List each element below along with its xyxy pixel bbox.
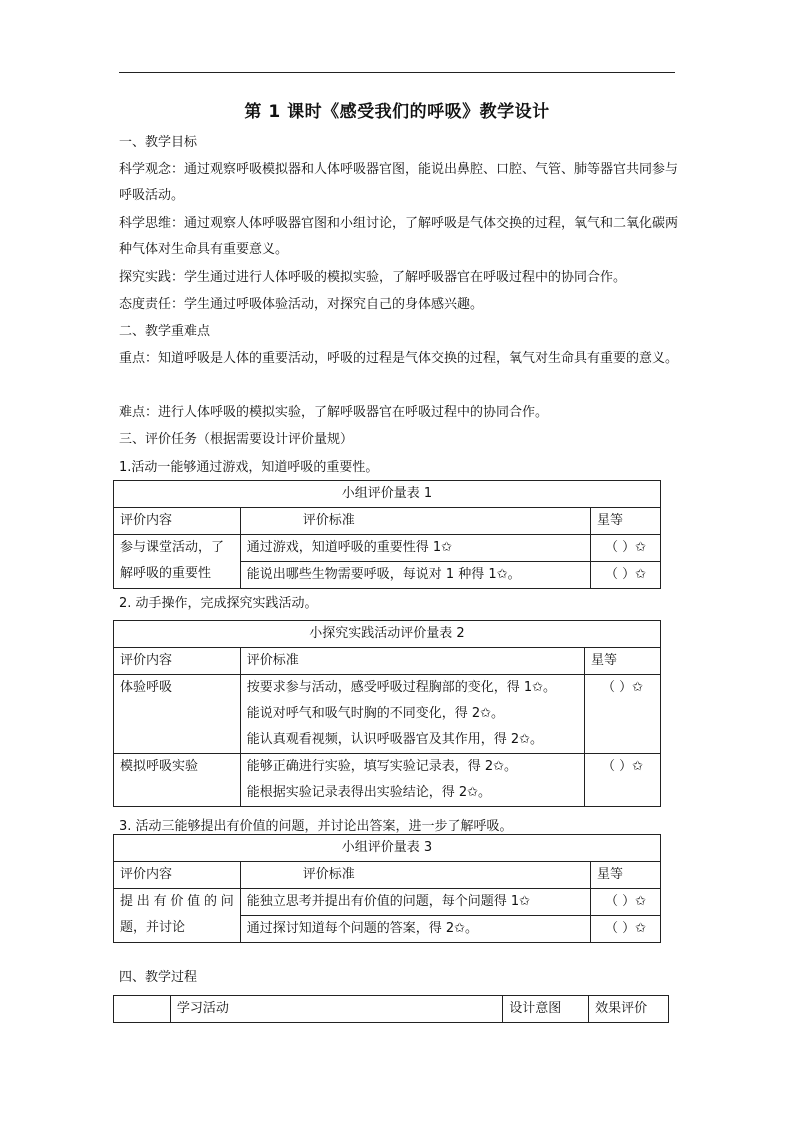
table2-caption: 小探究实践活动评价量表 2 [114,621,661,648]
table1-star-row1: （ ）✩ [591,535,661,562]
section4-heading: 四、教学过程 [119,970,198,985]
table2-group1-line2: 能说对呼气和吸气时胸的不同变化，得 2✩。 [246,706,505,721]
task1-text: 1.活动一能够通过游戏，知道呼吸的重要性。 [119,460,379,475]
table1-star-row2: （ ）✩ [591,562,661,589]
section1-heading: 一、教学目标 [119,135,198,150]
table2-header-content: 评价内容 [114,648,241,675]
key-point-text: 重点：知道呼吸是人体的重要活动，呼吸的过程是气体交换的过程，氧气对生命具有重要的意义。 [119,351,679,366]
process-header-activity: 学习活动 [170,996,502,1023]
section3-heading: 三、评价任务（根据需要设计评价量规） [119,432,354,447]
table3-header-grade: 星等 [591,862,661,889]
evaluation-table-1 [113,480,661,589]
page-title: 第 1 课时《感受我们的呼吸》教学设计 [244,102,550,122]
science-thinking-text: 科学思维：通过观察人体呼吸器官图和小组讨论，了解呼吸是气体交换的过程，氧气和二氧化碳两种气体对生命具有重要意义。 [119,216,679,257]
section2-heading: 二、教学重难点 [119,324,211,339]
table2-group2-star: （ ）✩ [585,754,661,807]
table1-header-grade: 星等 [591,508,661,535]
table1-header-content: 评价内容 [114,508,241,535]
evaluation-table-2 [113,620,661,807]
table2-group1-content: 体验呼吸 [114,675,241,754]
task2-text: 2. 动手操作，完成探究实践活动。 [119,596,318,611]
table1-standard-row1: 通过游戏，知道呼吸的重要性得 1✩ [240,535,590,562]
difficulty-text: 难点：进行人体呼吸的模拟实验，了解呼吸器官在呼吸过程中的协同合作。 [119,405,549,420]
table3-caption: 小组评价量表 3 [114,835,661,862]
table2-group2-line2: 能根据实验记录表得出实验结论，得 2✩。 [246,785,492,800]
process-header-effect: 效果评价 [589,996,669,1023]
table2-header-standard: 评价标准 [240,648,584,675]
table2-group1-standards [240,675,584,754]
table3-header-content: 评价内容 [114,862,241,889]
table3-standard-row2: 通过探讨知道每个问题的答案，得 2✩。 [240,916,590,943]
table1-content-cell: 参与课堂活动，了解呼吸的重要性 [114,535,241,589]
table2-group2-content: 模拟呼吸实验 [114,754,241,807]
table1-caption: 小组评价量表 1 [114,481,661,508]
teaching-process-table [113,995,669,1023]
table3-star-row2: （ ）✩ [591,916,661,943]
table2-group2-standards [240,754,584,807]
attitude-text: 态度责任：学生通过呼吸体验活动，对探究自己的身体感兴趣。 [119,297,484,312]
inquiry-practice-text: 探究实践：学生通过进行人体呼吸的模拟实验，了解呼吸器官在呼吸过程中的协同合作。 [119,270,627,285]
table2-group2-line1: 能够正确进行实验，填写实验记录表，得 2✩。 [246,759,518,774]
table3-header-standard: 评价标准 [240,862,590,889]
task3-text: 3. 活动三能够提出有价值的问题，并讨论出答案，进一步了解呼吸。 [119,819,513,834]
table2-group1-line3: 能认真观看视频，认识呼吸器官及其作用，得 2✩。 [246,732,544,747]
process-header-intent: 设计意图 [503,996,589,1023]
table3-standard-row1: 能独立思考并提出有价值的问题，每个问题得 1✩ [240,889,590,916]
table3-content-cell: 提出有价值的问题，并讨论 [114,889,241,943]
table2-header-grade: 星等 [585,648,661,675]
science-concept-text: 科学观念：通过观察呼吸模拟器和人体呼吸器官图，能说出鼻腔、口腔、气管、肺等器官共同参与呼吸活动。 [119,162,679,203]
evaluation-table-3 [113,834,661,943]
table2-group1-star: （ ）✩ [585,675,661,754]
table1-standard-row2: 能说出哪些生物需要呼吸，每说对 1 种得 1✩。 [240,562,590,589]
table2-group1-line1: 按要求参与活动，感受呼吸过程胸部的变化，得 1✩。 [246,680,557,695]
table1-header-standard: 评价标准 [240,508,590,535]
table3-star-row1: （ ）✩ [591,889,661,916]
header-rule [119,72,675,73]
process-index-cell [114,996,171,1023]
